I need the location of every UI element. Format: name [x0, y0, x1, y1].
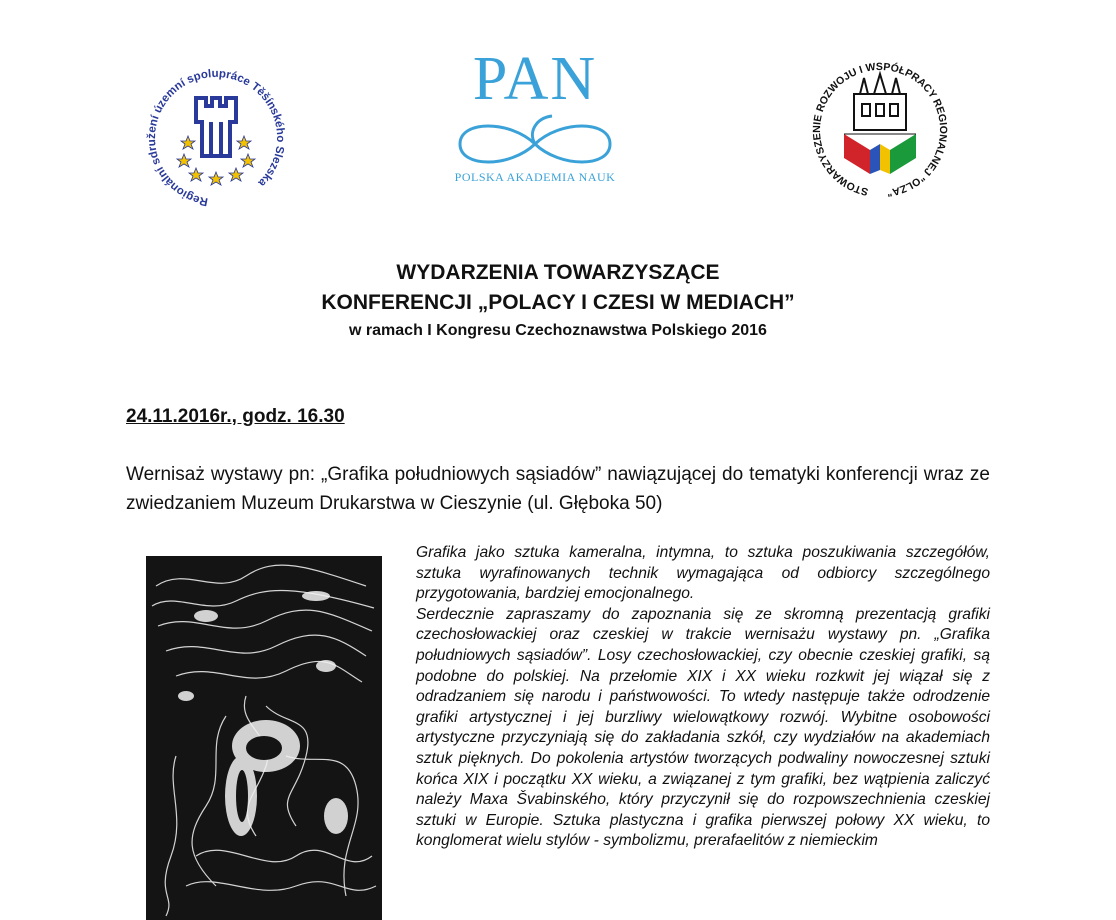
svg-text:Regionální sdružení územní spo: Regionální sdružení územní spolupráce Těšínského Slezska: [145, 68, 287, 208]
event-heading: [0, 258, 1116, 344]
ribbon-icon: [844, 134, 916, 174]
town-hall-icon: [854, 74, 906, 130]
pan-subtitle: POLSKA AKADEMIA NAUK: [454, 170, 616, 184]
olza-association-logo: [800, 50, 960, 210]
infinity-swirl-icon: [440, 110, 630, 172]
svg-text:STOWARZYSZENIE ROZWOJU I WSPÓŁ: STOWARZYSZENIE ROZWOJU I WSPÓŁPRACY REGIONALNEJ "OLZA": [811, 60, 950, 199]
heading-line-3: w ramach I Kongresu Czechoznawstwa Polskiego 2016: [349, 322, 767, 339]
event-intro: Wernisaż wystawy pn: „Grafika południowych sąsiadów” nawiązującej do tematyki konferencji wraz ze zwiedzaniem Muzeum Drukarstwa w Cieszynie (ul. Głęboka 50): [126, 464, 990, 514]
description-paragraph-2: Serdecznie zapraszamy do zapoznania się ze skromną prezentacją grafiki czechosłowackiej oraz czeskiej w trakcie wernisażu wystawy pn. „Grafika południowych sąsiadów”. Losy czechosłowackiej, czy obecnie czeskiej grafiki, są podobne do polskiej. Na przełomie XIX i XX wieku rozkwit jej wiązał się z odradzaniem się narodu i państwowości. To wtedy następuje także odrodzenie grafiki artystycznej i jej burzliwy wielowątkowy rozwój. Wybitne osobowości artystyczne przyczyniają się do zakładania szkół, czy wydziałów na akademiach sztuk pięknych. Do pokolenia artystów tworzących podwaliny nowoczesnej sztuki końca XIX i początku XX wieku, a związanej z tym grafiki, bez wątpienia zaliczyć należy Maxa Švabinského, który przyczynił się do rozpowszechnienia czeskiej sztuki w Europie. Sztuka plastyczna i grafika pierwszej połowy XX wieku, to konglomerat wielu stylów - symbolizmu, prerafaelitów z niemieckim: [416, 605, 990, 850]
heading-line-1: WYDARZENIA TOWARZYSZĄCE: [396, 261, 720, 284]
event-date: 24.11.2016r., godz. 16.30: [126, 406, 345, 427]
castle-tower-icon: [196, 98, 236, 156]
heading-line-2: KONFERENCJI „POLACY I CZESI W MEDIACH”: [321, 291, 795, 314]
regional-association-cz-logo: [134, 68, 298, 218]
pan-logo: [440, 40, 630, 200]
pan-wordmark: PAN: [472, 45, 598, 113]
engraving-illustration: [146, 556, 382, 920]
description-paragraph-1: Grafika jako sztuka kameralna, intymna, to sztuka poszukiwania szczegółów, sztuka wyrafinowanych technik wymagająca od odbiorcy szczególnego przygotowania, bardziej emocjonalnego.: [416, 544, 990, 603]
description-text: [416, 543, 990, 852]
logos-row: [0, 0, 1116, 230]
stars-icon: [177, 136, 255, 185]
